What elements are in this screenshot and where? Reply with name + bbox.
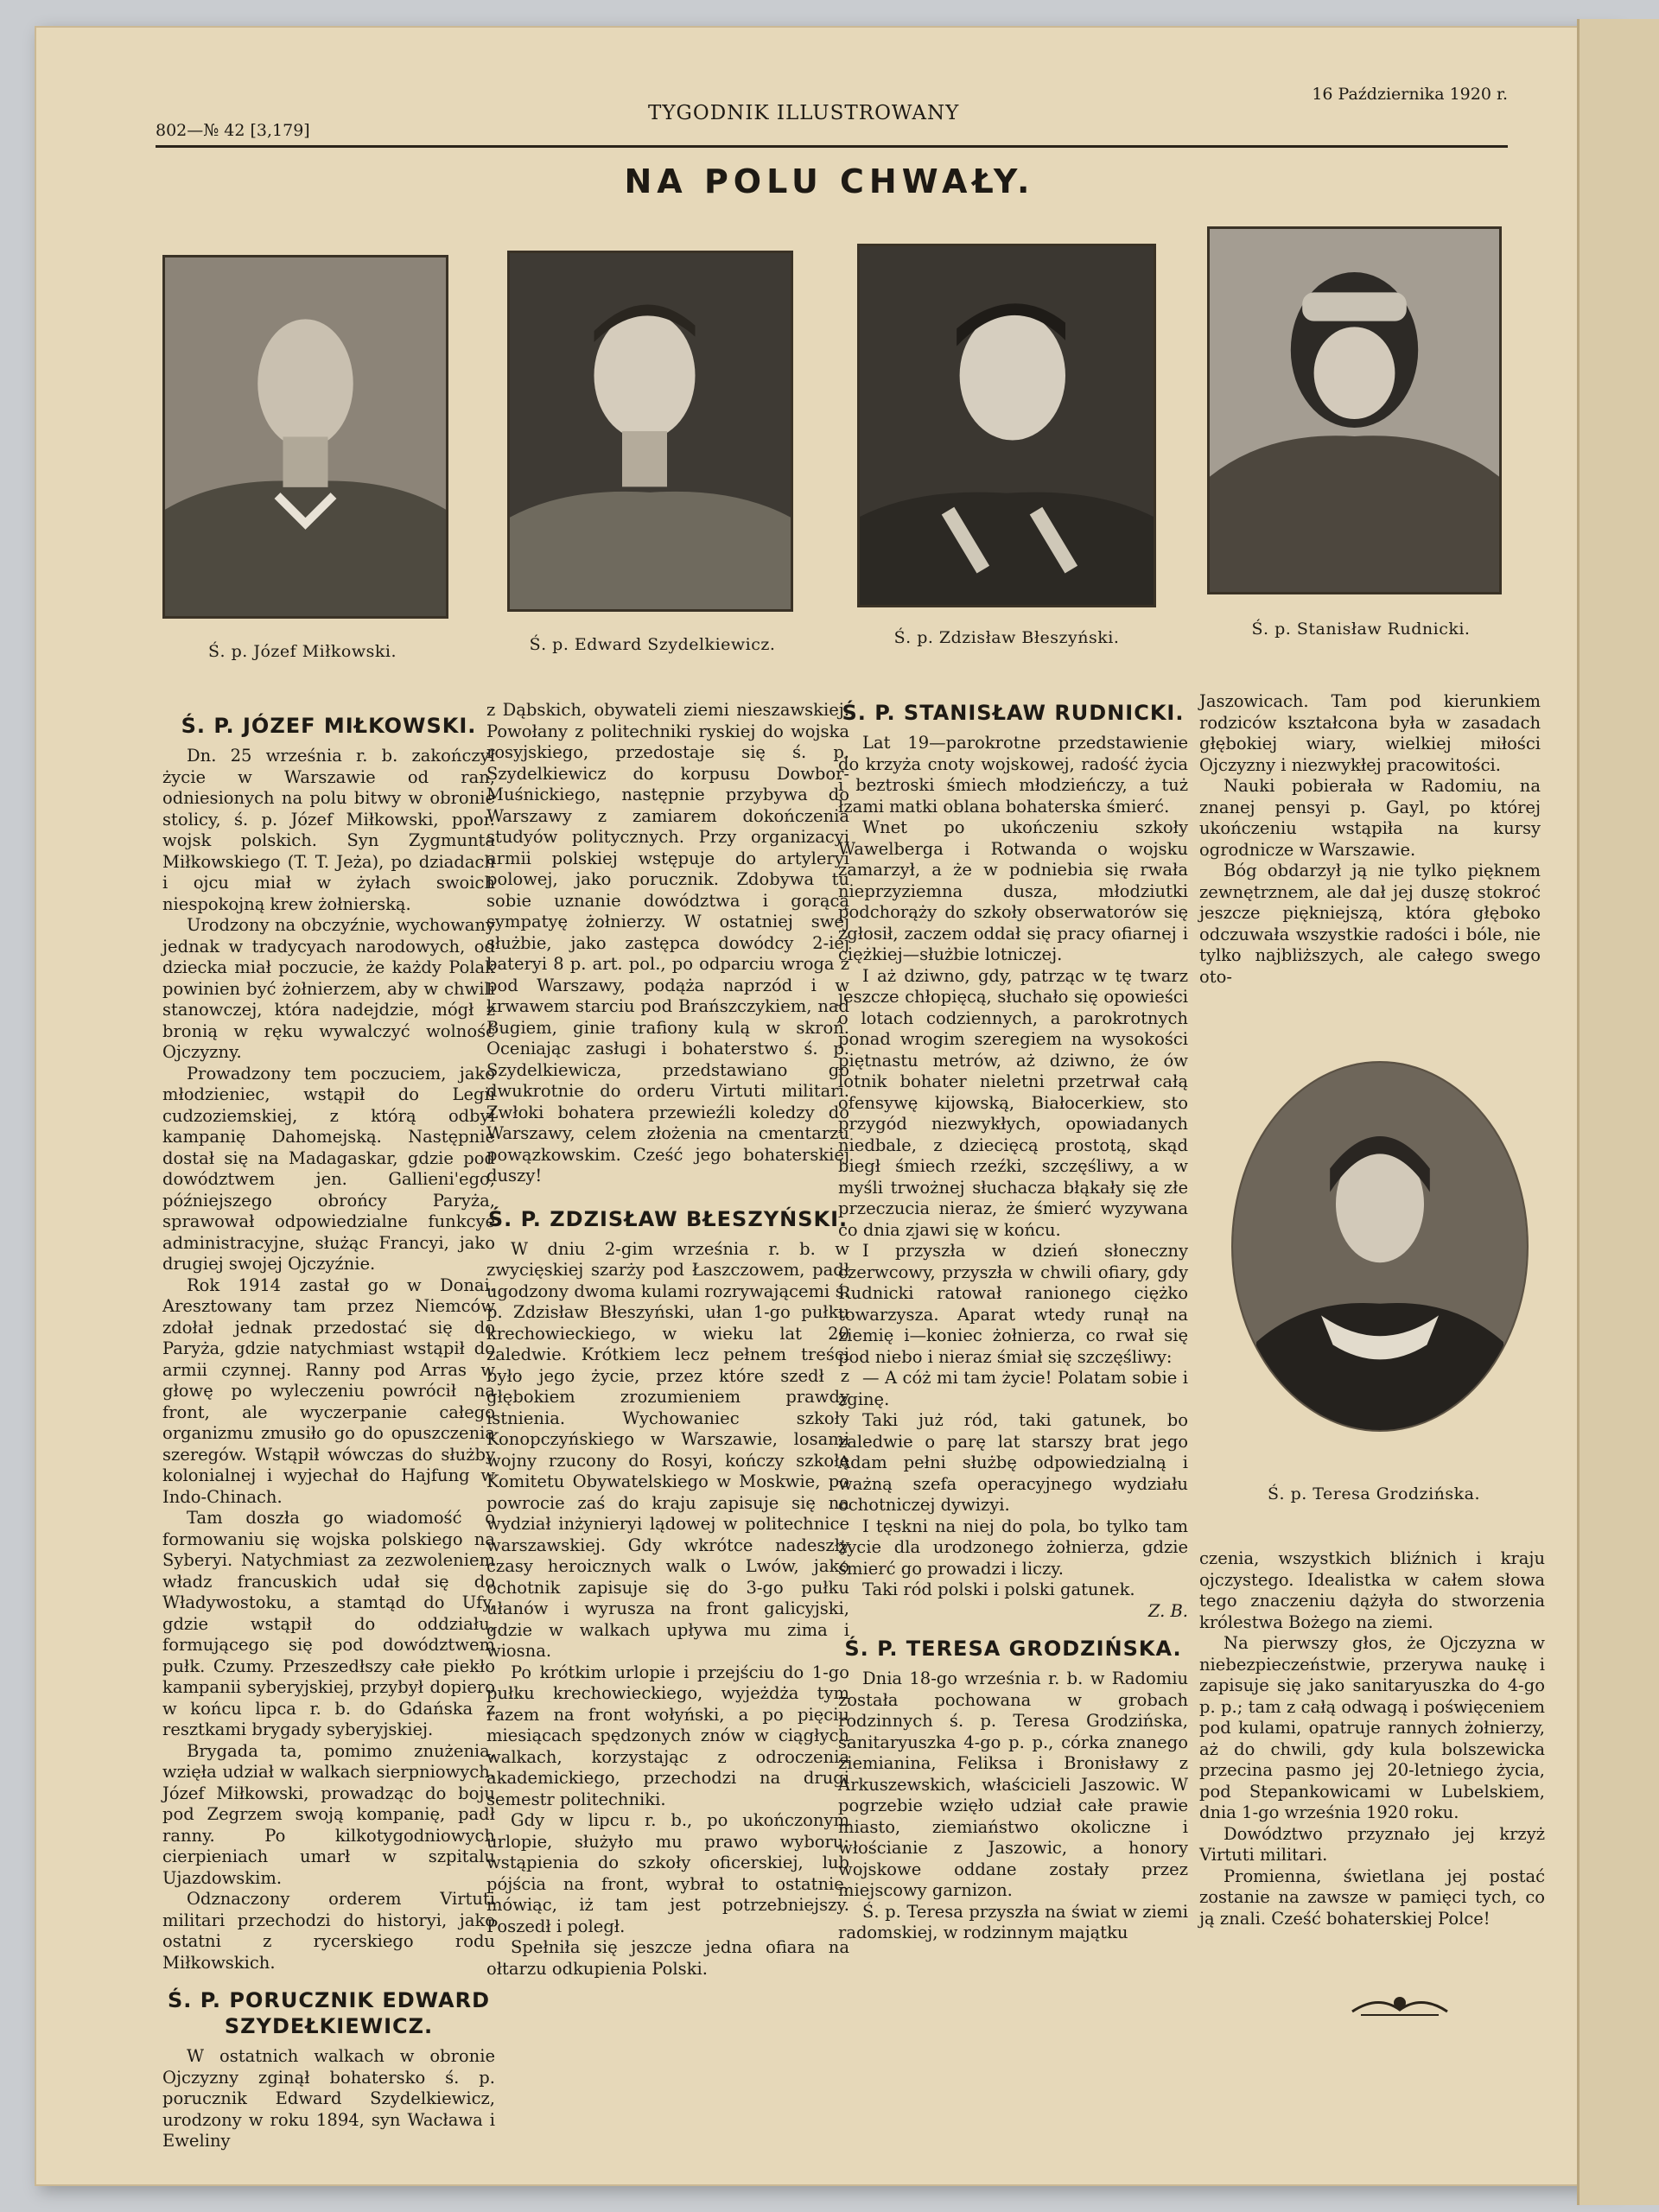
paragraph: Urodzony na obczyźnie, wychowany jednak w tradycyach narodowych, od dziecka miał poczucie, że każdy Polak powinien być żołnierzem, aby w chwili stanowczej, która nadejdzie, mógł z bronią w ręku wywalczyć wolność Ojczyzny.	[162, 915, 495, 1062]
paragraph: z Dąbskich, obywateli ziemi nieszawskiej. Powołany z politechniki ryskiej do wojska rosyjskiego, przedostaje się ś. p. Szydelkiewicz do korpusu Dowbor-Muśnickiego, następnie przybywa do Warszawy z zamiarem dokończenia studyów politycznych. Przy organizacyi armii polskiej wstępuje do artyleryi polowej, jako porucznik. Zdobywa tu sobie uznanie dowództwa i gorącą sympatyę żołnierzy. W ostatniej swej służbie, jako zastępca dowódcy 2-iej bateryi 8 p. art. pol., po odparciu wroga z pod Warszawy, podąża naprzód i w krwawem starciu pod Brańszczykiem, nad Bugiem, ginie trafiony kulą w skroń. Oceniając zasługi i bohaterstwo ś. p. Szydelkiewicza, przedstawiano go dwukrotnie do orderu Virtuti militari. Zwłoki bohatera przewieźli koledzy do Warszawy, celem złożenia na cmentarzu powązkowskim. Cześć jego bohaterskiej duszy!	[486, 700, 849, 1185]
page-title: NA POLU CHWAŁY.	[624, 162, 1035, 200]
paragraph: czenia, wszystkich bliźnich i kraju ojczystego. Idealistka w całem słowa tego znaczeniu dążyła do stworzenia królestwa Bożego na ziemi.	[1199, 1548, 1545, 1632]
caption-milkowski: Ś. p. Józef Miłkowski.	[207, 642, 397, 661]
paragraph: Gdy w lipcu r. b., po ukończonym urlopie, służyło mu prawo wyboru: wstąpienia do szkoły oficerskiej, lub pójścia na front, wybrał to ostatnie, mówiąc, iż tam jest potrzebniejszy. Poszedł i poległ.	[486, 1810, 849, 1936]
masthead: TYGODNIK ILLUSTROWANY	[648, 102, 960, 124]
paragraph: Nauki pobierała w Radomiu, na znanej pensyi p. Gayl, po której ukończeniu wstąpiła na kursy ogrodnicze w Warszawie.	[1199, 776, 1541, 860]
paragraph: W ostatnich walkach w obronie Ojczyzny zginął bohatersko ś. p. porucznik Edward Szydelkiewicz, urodzony w roku 1894, syn Wacława i Eweliny	[162, 2046, 495, 2151]
caption-szydelkiewicz: Ś. p. Edward Szydelkiewicz.	[529, 635, 776, 654]
portrait-szydelkiewicz	[507, 251, 793, 612]
paragraph: Wnet po ukończeniu szkoły Wawelberga i Rotwanda o wojsku zamarzył, a że w podniebia się rwała nieprzyziemna dusza, młodziutki podchorąży do szkoły obserwatorów się zgłosił, zaczem oddał się pracy ofiarnej i ciężkiej—służbie lotniczej.	[838, 817, 1188, 964]
paragraph: I tęskni na niej do pola, bo tylko tam życie dla urodzonego żołnierza, gdzie śmierć go prowadzi i liczy.	[838, 1516, 1188, 1579]
paragraph: Dowództwo przyznało jej krzyż Virtuti militari.	[1199, 1823, 1545, 1865]
caption-bleszynski: Ś. p. Zdzisław Błeszyński.	[893, 628, 1120, 647]
paragraph: W dniu 2-gim września r. b. w zwycięskiej szarży pod Łaszczowem, padł ugodzony dwoma kulami rozrywającemi ś. p. Zdzisław Błeszyński, ułan 1-go pułku krechowieckiego, w wieku lat 20 zaledwie. Krótkiem lecz pełnem treści było jego życie, przez które szedł z głębokiem zrozumieniem prawdy istnienia. Wychowaniec szkoły Konopczyńskiego w Warszawie, losami wojny rzucony do Rosyi, kończy szkołę Komitetu Obywatelskiego w Moskwie, po powrocie zaś do kraju zapisuje się na wydział inżynieryi lądowej w politechnice warszawskiej. Gdy wkrótce nadeszły czasy heroicznych walk o Lwów, jako ochotnik zapisuje się do 3-go pułku ułanów i wyrusza na front galicyjski, gdzie w walkach upływa mu zima i wiosna.	[486, 1238, 849, 1661]
heading-milkowski: Ś. P. JÓZEF MIŁKOWSKI.	[181, 714, 477, 738]
paragraph: Taki już ród, taki gatunek, bo zaledwie o parę lat starszy brat jego Adam pełni służbę odpowiedzialną i ważną szefa operacyjnego wydziału ochotniczej dywizyi.	[838, 1410, 1188, 1515]
column-1	[162, 713, 495, 2152]
caption-rudnicki: Ś. p. Stanisław Rudnicki.	[1251, 620, 1471, 639]
paragraph: Dnia 18-go września r. b. w Radomiu została pochowana w grobach rodzinnych ś. p. Teresa Grodzińska, sanitaryuszka 4-go p. p., córka znanego ziemianina, Feliksa i Bronisławy z Arkuszewskich, właścicieli Jaszowic. W pogrzebie wzięło udział całe prawie miasto, ziemiaństwo okoliczne i włościanie z Jaszowic, a honory wojskowe oddane zostały przez miejscowy garnizon.	[838, 1669, 1188, 1900]
column-4-bottom	[1199, 1548, 1545, 1929]
portrait-bleszynski	[857, 244, 1156, 607]
ornament-icon	[1344, 1986, 1456, 2024]
signature: Z. B.	[1147, 1600, 1188, 1621]
heading-grodzinska: Ś. P. TERESA GRODZIŃSKA.	[844, 1637, 1182, 1661]
heading-szydelkiewicz: Ś. P. PORUCZNIK EDWARD SZYDEŁKIEWICZ.	[167, 1988, 491, 2038]
paragraph: Dn. 25 września r. b. zakończył życie w Warszawie od ran, odniesionych na polu bitwy w obronie stolicy, ś. p. Józef Miłkowski, ppor. wojsk polskich. Syn Zygmunta Miłkowskiego (T. T. Jeża), po dziadach i ojcu miał w żyłach swoich niespokojną krew żołnierską.	[162, 746, 495, 914]
paragraph: Jaszowicach. Tam pod kierunkiem rodziców kształcona była w zasadach głębokiej wiary, wielkiej miłości Ojczyzny i niezwykłej pracowitości.	[1199, 691, 1541, 775]
paragraph: Na pierwszy głos, że Ojczyzna w niebezpieczeństwie, przerywa naukę i zapisuje się jako sanitaryuszka do 4-go p. p.; tam z całą odwagą i poświęceniem pod kulami, opatruje rannych żołnierzy, aż do chwili, gdy kula bolszewicka przecina pasmo jej 20-letniego życia, pod Stepankowicami w Lubelskiem, dnia 1-go września 1920 roku.	[1199, 1633, 1545, 1822]
paragraph: Ś. p. Teresa przyszła na świat w ziemi radomskiej, w rodzinnym majątku	[838, 1901, 1188, 1942]
paragraph: Rok 1914 zastał go w Donai. Aresztowany tam przez Niemców zdołał jednak przedostać się do Paryża, gdzie natychmiast wstąpił do armii czynnej. Ranny pod Arras w głowę po wyleczeniu powrócił na front, ale wyczerpanie całego organizmu zmusiło go do opuszczenia szeregów. Wstąpił wówczas do służby kolonialnej i wyjechał do Hajfung w Indo-Chinach.	[162, 1274, 495, 1507]
column-3	[838, 700, 1188, 1944]
paragraph: Spełniła się jeszcze jedna ofiara na ołtarzu odkupienia Polski.	[486, 1937, 849, 1979]
issue-date: 16 Października 1920 r.	[1312, 85, 1508, 104]
issue-number: 802—№ 42 [3,179]	[156, 121, 310, 140]
heading-bleszynski: Ś. P. ZDZISŁAW BŁESZYŃSKI.	[487, 1206, 849, 1231]
paragraph: Tam doszła go wiadomość o formowaniu się wojska polskiego na Syberyi. Natychmiast za zezwoleniem władz francuskich udał się do Władywostoku, a stamtąd do Ufy, gdzie wstąpił do oddziału, formującego się pod dowództwem pułk. Czumy. Przeszedłszy całe piekło kampanii syberyjskiej, przybył dopiero w końcu lipca r. b. do Gdańska z resztkami brygady syberyjskiej.	[162, 1508, 495, 1739]
heading-rudnicki: Ś. P. STANISŁAW RUDNICKI.	[842, 701, 1185, 725]
portrait-milkowski	[162, 255, 448, 619]
next-page-edge	[1577, 19, 1659, 2205]
paragraph: Bóg obdarzył ją nie tylko pięknem zewnętrznem, ale dał jej duszę stokroć jeszcze piękniejszą, która głęboko odczuwała wszystkie radości i bóle, nie tylko najbliższych, ale całego swego oto-	[1199, 861, 1541, 987]
paragraph: Po krótkim urlopie i przejściu do 1-go pułku krechowieckiego, wyjeżdża tym razem na front wołyński, a po pięciu miesiącach spędzonych znów w ciągłych walkach, korzystając z odroczenia akademickiego, przechodzi na drugi semestr politechniki.	[486, 1662, 849, 1809]
paragraph: Odznaczony orderem Virtuti militari przechodzi do historyi, jako ostatni z rycerskiego rodu Miłkowskich.	[162, 1889, 495, 1973]
paragraph: — A cóż mi tam życie! Polatam sobie i zginę.	[838, 1368, 1188, 1409]
paragraph: Taki ród polski i polski gatunek.	[862, 1580, 1135, 1599]
column-2	[486, 700, 849, 1980]
column-4-top	[1199, 691, 1541, 988]
paragraph: Promienna, świetlana jej postać zostanie na zawsze w pamięci tych, co ją znali. Cześć bohaterskiej Polce!	[1199, 1866, 1545, 1929]
paragraph: Brygada ta, pomimo znużenia, wzięła udział w walkach sierpniowych. Józef Miłkowski, prowadząc do boju pod Zegrzem swoją kompanię, padł ranny. Po kilkotygodniowych cierpieniach umarł w szpitalu Ujazdowskim.	[162, 1740, 495, 1888]
paragraph: Prowadzony tem poczuciem, jako młodzieniec, wstąpił do Legii cudzoziemskiej, z którą odbył kampanię Dahomejską. Następnie dostał się na Madagaskar, gdzie pod dowództwem jen. Gallieni'ego, późniejszego obrońcy Paryża, sprawował odpowiedzialne funkcye administracyjne, służąc Francyi, jako drugiej swojej Ojczyźnie.	[162, 1063, 495, 1274]
paragraph: I aż dziwno, gdy, patrząc w tę twarz jeszcze chłopięcą, słuchało się opowieści o lotach codziennych, a parokrotnych ponad wrogim szeregiem na wysokości piętnastu metrów, aż dziwno, że ów lotnik bohater nieletni przetrwał całą ofensywę kijowską, Białocerkiew, sto przygód niezwykłych, opowiadanych niedbale, z dziecięcą prostotą, skąd biegł śmiech rzeźki, szczęśliwy, a w myśli trwożnej słuchacza błąkały się złe przeczucia nieraz, że śmierć wyzywana co dnia zjawi się w końcu.	[838, 965, 1188, 1240]
portrait-grodzinska	[1231, 1061, 1529, 1432]
page-header	[156, 85, 1508, 148]
portrait-rudnicki	[1207, 226, 1502, 594]
caption-grodzinska: Ś. p. Teresa Grodzińska.	[1267, 1484, 1481, 1503]
paragraph: I przyszła w dzień słoneczny czerwcowy, przyszła w chwili ofiary, gdy Rudnicki ratował ranionego ciężko towarzysza. Aparat wtedy runął na ziemię i—koniec żołnierza, co rwał się pod niebo i nieraz śmiał się szczęśliwy:	[838, 1241, 1188, 1367]
paragraph: Lat 19—parokrotne przedstawienie do krzyża cnoty wojskowej, radość życia i beztroski śmiech młodzieńczy, a tuż łzami matki oblana bohaterska śmierć.	[838, 733, 1188, 817]
